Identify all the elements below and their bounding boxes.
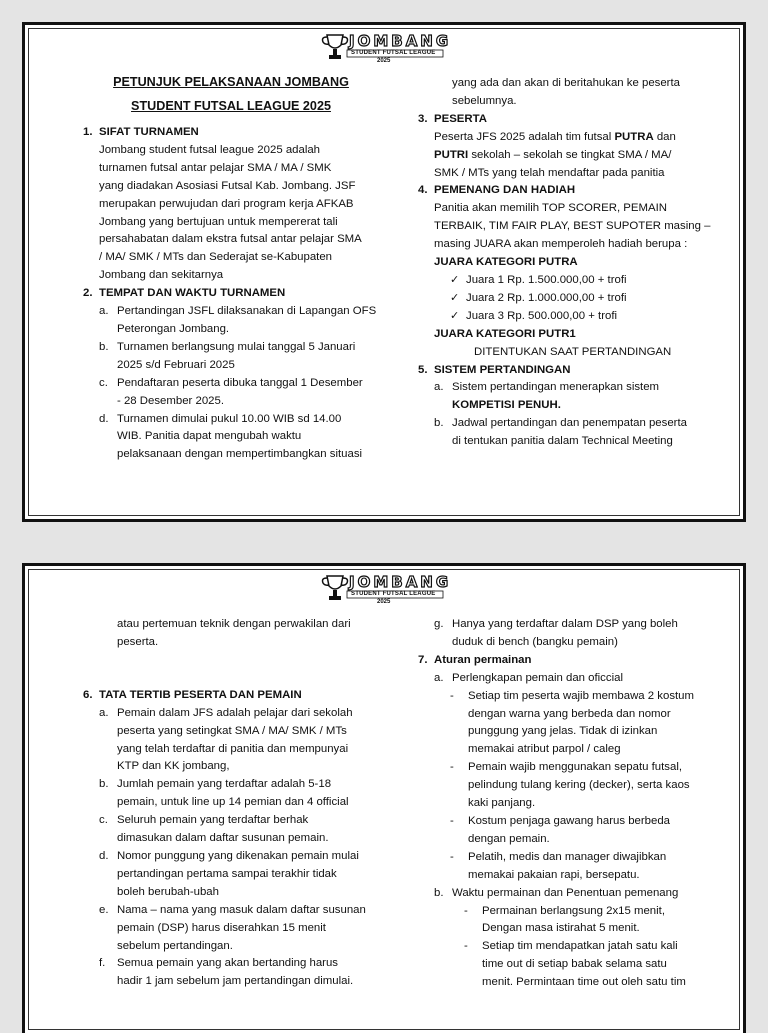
dash-item: - Kostum penjaga gawang harus berbeda dengan pemain. (450, 814, 671, 845)
logo-title: JOMBANG (349, 573, 452, 591)
dash-item: - Pelatih, medis dan manager diwajibkan memakai pakaian rapi, bersepatu. (450, 850, 667, 881)
list-item: d. Turnamen dimulai pukul 10.00 WIB sd 14.00 WIB. Panitia dapat mengubah waktu pelaksanaan dengan mempertimbangkan situasi (99, 412, 363, 461)
section-4-paragraph: Panitia akan memilih TOP SCORER, PEMAIN TERBAIK, TIM FAIR PLAY, BEST SUPOTER masing – masing JUARA akan memperoleh hadiah berupa : JUARA KATEGORI PUTRA (418, 200, 714, 272)
page1-right-column (418, 75, 714, 451)
checkmark-icon: ✓ (450, 273, 460, 286)
dash-item: - Setiap tim mendapatkan jatah satu kali time out di setiap babak selama satu menit. Permintaan time out oleh satu tim (464, 940, 686, 989)
page1-left-column (83, 70, 379, 464)
list-item: a. Pemain dalam JFS adalah pelajar dari sekolah peserta yang setingkat SMA / MA/ SMK / MTs yang telah terdaftar di panitia dan mempunyai KTP dan KK jombang, (99, 706, 353, 773)
document-page-1 (22, 22, 746, 522)
prize-item: ✓ Juara 1 Rp. 1.500.000,00 + trofi (418, 272, 714, 290)
logo-year: 2025 (377, 599, 391, 605)
category-putra-heading: JUARA KATEGORI PUTRA (434, 256, 578, 269)
document-title: PETUNJUK PELAKSANAAN JOMBANG STUDENT FUTSAL LEAGUE 2025 (113, 75, 349, 113)
prize-item: ✓ Juara 3 Rp. 500.000,00 + trofi (418, 308, 714, 326)
checkmark-icon: ✓ (450, 291, 460, 304)
document-page-2 (22, 563, 746, 1033)
dash-item: - Pemain wajib menggunakan sepatu futsal, pelindung tulang kering (decker), serta kaos kaki panjang. (450, 761, 690, 810)
section-6-heading: 6. TATA TERTIB PESERTA DAN PEMAIN (83, 688, 302, 701)
league-logo (319, 31, 452, 67)
section-5-heading: 5. SISTEM PERTANDINGAN (418, 363, 571, 376)
checkmark-icon: ✓ (450, 309, 460, 322)
list-item: b. Jumlah pemain yang terdaftar adalah 5-18 pemain, untuk line up 14 pemian dan 4 official (99, 778, 349, 809)
list-item: g. Hanya yang terdaftar dalam DSP yang boleh duduk di bench (bangku pemain) (434, 618, 678, 648)
list-item: a. Perlengkapan pemain dan oficcial (434, 671, 623, 684)
section-7-heading: 7. Aturan permainan (418, 653, 532, 666)
list-item: b. Turnamen berlangsung mulai tanggal 5 Januari 2025 s/d Februari 2025 (99, 340, 356, 371)
list-item: c. Seluruh pemain yang terdaftar berhak dimasukan dalam daftar susunan pemain. (99, 814, 329, 845)
section-4-heading: 4. PEMENANG DAN HADIAH (418, 184, 576, 197)
category-putri-heading: JUARA KATEGORI PUTR1 (434, 327, 576, 340)
dash-item: - Permainan berlangsung 2x15 menit, Dengan masa istirahat 5 menit. (464, 904, 665, 935)
list-item: c. Pendaftaran peserta dibuka tanggal 1 Desember - 28 Desember 2025. (99, 376, 363, 407)
section-2-heading: 2. TEMPAT DAN WAKTU TURNAMEN (83, 287, 286, 300)
list-item: f. Semua pemain yang akan bertanding harus hadir 1 jam sebelum jam pertandingan dimulai. (99, 957, 354, 988)
category-putri-text: DITENTUKAN SAAT PERTANDINGAN (474, 345, 672, 358)
page2-left-column (83, 616, 379, 991)
list-item: d. Nomor punggung yang dikenakan pemain mulai pertandingan pertama sampai terakhir tidak boleh berubah-ubah (99, 849, 359, 898)
continued-text: yang ada dan akan di beritahukan ke peserta sebelumnya. (452, 77, 680, 107)
logo-year: 2025 (377, 58, 391, 64)
list-item: a. Pertandingan JSFL dilaksanakan di Lapangan OFS Peterongan Jombang. (99, 305, 377, 335)
logo-subtitle: STUDENT FUTSAL LEAGUE (351, 591, 436, 597)
league-logo (319, 572, 452, 608)
section-3-paragraph: Peserta JFS 2025 adalah tim futsal PUTRA dan PUTRI sekolah – sekolah se tingkat SMA / MA/ SMK / MTs yang telah mendaftar pada panitia (434, 130, 676, 179)
list-item: e. Nama – nama yang masuk dalam daftar susunan pemain (DSP) harus diserahkan 15 menit sebelum pertandingan. (99, 903, 366, 952)
list-item: a. Sistem pertandingan menerapkan sistem KOMPETISI PENUH. (434, 381, 660, 412)
logo-title: JOMBANG (349, 32, 452, 50)
prize-item: ✓ Juara 2 Rp. 1.000.000,00 + trofi (418, 290, 714, 308)
section-1-heading: 1. SIFAT TURNAMEN (83, 126, 199, 138)
page2-right-column (418, 616, 714, 992)
section-3-heading: 3. PESERTA (418, 112, 487, 125)
list-item: b. Jadwal pertandingan dan penempatan peserta di tentukan panitia dalam Technical Meeting (434, 417, 687, 448)
dash-item: - Setiap tim peserta wajib membawa 2 kostum dengan warna yang berbeda dan nomor punggung yang jelas. Tidak di izinkan memakai atribut parpol / caleg (450, 689, 695, 756)
list-item: b. Waktu permainan dan Penentuan pemenang (434, 886, 679, 899)
logo-subtitle: STUDENT FUTSAL LEAGUE (351, 50, 436, 56)
section-1-paragraph: Jombang student futsal league 2025 adalah turnamen futsal antar pelajar SMA / MA / SMK yang diadakan Asosiasi Futsal Kab. Jombang. JSF merupakan perwujudan dari program kerja AFKAB Jombang yang bertujuan untuk mempererat tali persahabatan dalam ekstra futsal antar pelajar SMA / MA/ SMK / MTs dan Sederajat se-Kabupaten Jombang dan sekitarnya (99, 143, 362, 282)
continued-text: atau pertemuan teknik dengan perwakilan dari peserta. (117, 618, 351, 648)
